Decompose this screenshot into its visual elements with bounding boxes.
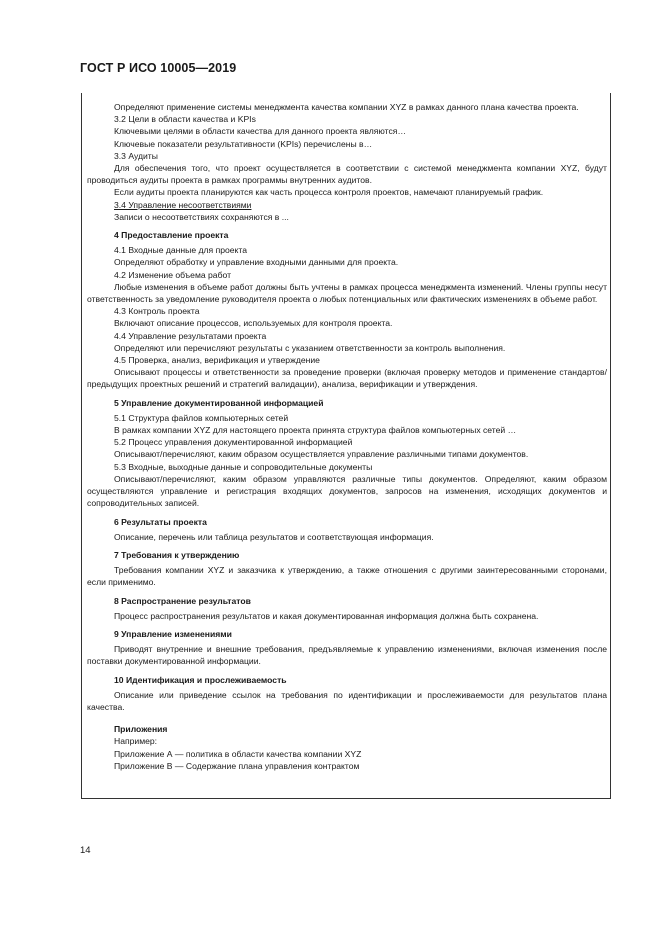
subsection-heading: 4.4 Управление результатами проекта [114, 330, 267, 341]
section-heading: 4 Предоставление проекта [114, 230, 229, 241]
paragraph: Процесс распространения результатов и какая документированная информация должна быть сохранена. [114, 610, 539, 621]
page-number: 14 [80, 845, 91, 856]
section-heading: 5 Управление документированной информацией [114, 397, 324, 408]
paragraph: Описание или приведение ссылок на требования по идентификации и прослеживаемости для результатов плана качества. [87, 689, 607, 712]
section-heading: 10 Идентификация и прослеживаемость [114, 674, 287, 685]
paragraph: Записи о несоответствиях сохраняются в ... [114, 211, 289, 222]
subsection-heading: 5.2 Процесс управления документированной информацией [114, 437, 353, 448]
section-heading: 9 Управление изменениями [114, 628, 232, 639]
paragraph: Включают описание процессов, используемых для контроля проекта. [114, 318, 393, 329]
paragraph: Требования компании XYZ и заказчика к утверждению, а также отношения с другими заинтересованными сторонами, если применимо. [87, 565, 607, 588]
paragraph: Например: [114, 736, 158, 747]
subsection-heading: 4.3 Контроль проекта [114, 306, 200, 317]
section-heading: 6 Результаты проекта [114, 516, 207, 527]
subsection-heading: 5.3 Входные, выходные данные и сопроводительные документы [114, 461, 373, 472]
paragraph: Определяют обработку и управление входными данными для проекта. [114, 257, 399, 268]
paragraph: Описывают процессы и ответственности за проведение проверки (включая проверку методов и применение стандартов/предыдущих проектных решений и стратегий валидации), анализа, верификации и утверждения. [87, 367, 607, 390]
list-item: Приложение А — политика в области качества компании XYZ [114, 748, 362, 759]
paragraph: Если аудиты проекта планируются как часть процесса контроля проектов, намечают планируемый график. [114, 187, 544, 198]
paragraph: Для обеспечения того, что проект осуществляется в соответствии с системой менеджмента компании XYZ, будут проводиться аудиты проекта в рамках программы внутренних аудитов. [87, 163, 607, 186]
paragraph: Описывают/перечисляют, каким образом управляются различные типы документов. Определяют, каким образом осуществляются управление и регистрация входящих документов, запросов на изменения, исходящих документов и сопроводительных записей. [87, 473, 607, 509]
paragraph: Описывают/перечисляют, каким образом осуществляется управление различными типами документов. [114, 449, 529, 460]
paragraph: Определяют применение системы менеджмента качества компании XYZ в рамках данного плана качества проекта. [114, 102, 579, 112]
subsection-heading: 3.2 Цели в области качества и KPIs [114, 114, 256, 125]
subsection-heading: 4.1 Входные данные для проекта [114, 245, 248, 256]
paragraph: Любые изменения в объеме работ должны быть учтены в рамках процесса менеджмента изменений. Члены группы несут ответственность за уведомление руководителя проекта о любых потенциальных или фактических изменениях в объеме работ. [87, 281, 607, 305]
subsection-heading: 4.5 Проверка, анализ, верификация и утверждение [114, 355, 320, 366]
subsection-heading: 3.3 Аудиты [114, 150, 158, 161]
list-item: Приложение В — Содержание плана управления контрактом [114, 760, 360, 771]
paragraph: Описание, перечень или таблица результатов и соответствующая информация. [114, 531, 434, 542]
subsection-heading: 4.2 Изменение объема работ [114, 269, 232, 280]
section-heading: 7 Требования к утверждению [114, 549, 240, 560]
paragraph: В рамках компании XYZ для настоящего проекта принята структура файлов компьютерных сетей … [114, 425, 517, 436]
underlined-heading: 3.4 Управление несоответствиями [114, 199, 252, 210]
paragraph: Определяют или перечисляют результаты с указанием ответственности за контроль выполнения. [114, 342, 506, 353]
document-header: ГОСТ Р ИСО 10005—2019 [80, 61, 237, 75]
appendices-heading: Приложения [114, 724, 168, 735]
document-body [87, 101, 607, 772]
paragraph: Ключевые показатели результативности (KPIs) перечислены в… [114, 138, 373, 149]
paragraph: Ключевыми целями в области качества для данного проекта являются… [114, 126, 407, 137]
section-heading: 8 Распространение результатов [114, 595, 251, 606]
paragraph: Приводят внутренние и внешние требования, предъявляемые к управлению изменениями, включая изменения после поставки документированной информации. [87, 644, 607, 667]
subsection-heading: 5.1 Структура файлов компьютерных сетей [114, 412, 289, 423]
subsection-heading [87, 199, 607, 211]
